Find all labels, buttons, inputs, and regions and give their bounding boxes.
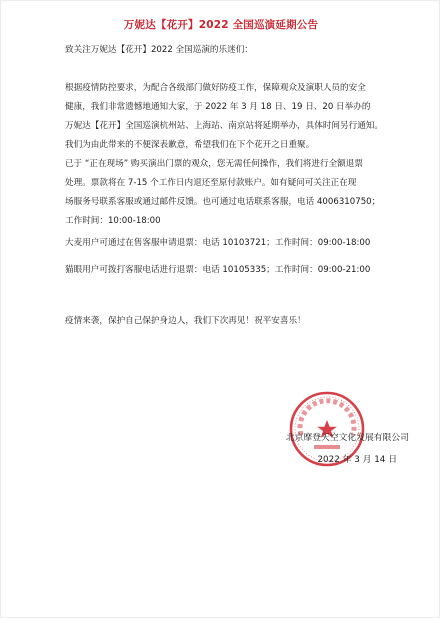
company-signature: 北京摩登天空文化发展有限公司 [285, 433, 409, 443]
damai-refund-info [65, 234, 417, 253]
paragraph2-line: 场服务号联系客服或通过邮件反馈。也可通过电话联系客服，电话 4006310750； [65, 197, 381, 207]
announcement-date: 2022 年 3 月 14 日 [317, 455, 397, 465]
announcement-title: 万妮达【花开】2022 全国巡演延期公告 [123, 19, 319, 31]
greeting [65, 41, 417, 60]
maoyan-refund-info [65, 261, 417, 280]
closing-line: 疫情来袭，保护自己保护身边人，我们下次再见！祝平安喜乐！ [65, 316, 306, 326]
paragraph2-line: 工作时间：10:00-18:00 [65, 216, 161, 226]
paragraph1-line: 根据疫情防控要求，为配合各级部门做好防疫工作，保障观众及演职人员的安全 [65, 83, 366, 93]
paragraph1-line: 万妮达【花开】全国巡演杭州站、上海站、南京站将延期举办，具体时间另行通知。 [65, 121, 383, 131]
paragraph-refund [65, 155, 417, 231]
paragraph-postponement [65, 79, 417, 155]
greeting-line: 致关注万妮达【花开】2022 全国巡演的乐迷们： [65, 45, 253, 55]
damai-line: 大麦用户可通过在售客服申请退票：电话 10103721；工作时间：09:00-18:00 [65, 238, 371, 248]
maoyan-line: 猫眼用户可拨打客服电话进行退票：电话 10105335；工作时间：09:00-21:00 [65, 265, 371, 275]
paragraph1-line: 我们为由此带来的不便深表歉意，希望我们在下个花开之日重聚。 [65, 140, 315, 150]
closing-message [65, 312, 417, 331]
paragraph1-line: 健康，我们非常遗憾地通知大家，于 2022 年 3 月 18 日、19 日、20 日举办的 [65, 102, 371, 112]
paragraph2-line: 处理。票款将在 7-15 个工作日内退还至原付款账户。如有疑问可关注正在现 [65, 178, 357, 188]
paragraph2-line: 已于 “正在现场” 购买演出门票的观众，您无需任何操作，我们将进行全额退票 [65, 159, 363, 169]
